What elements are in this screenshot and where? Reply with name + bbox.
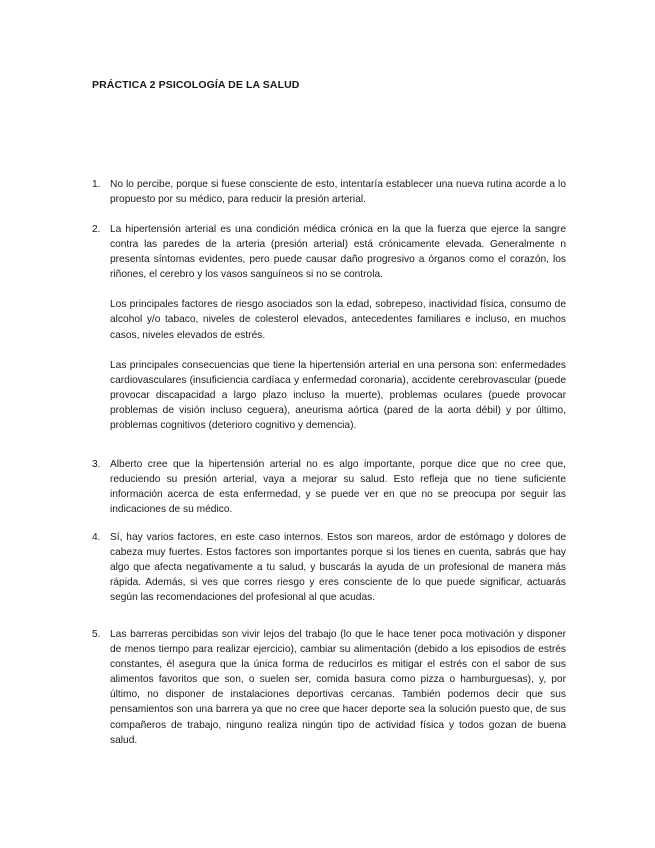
item-body [110, 530, 566, 605]
item-number: 4. [92, 532, 101, 543]
item-paragraph: Las principales consecuencias que tiene la hipertensión arterial en una persona son: enfermedades cardiovasculares (insuficiencia cardíaca y enfermedad coronaria), accidente cerebrovascular (puede provocar discapacidad a largo plazo incluso la muerte), problemas oculares (puede provocar problemas de visión incluso ceguera), aneurisma aórtica (pared de la aorta débil) y por último, problemas cognitivos (deterioro cognitivo y demencia). [110, 359, 566, 432]
document-title: PRÁCTICA 2 PSICOLOGÍA DE LA SALUD [92, 79, 300, 91]
item-number: 5. [92, 629, 101, 640]
answer-item-3 [92, 457, 566, 517]
item-body [110, 222, 566, 433]
item-number: 1. [92, 179, 101, 190]
item-paragraph: Alberto cree que la hipertensión arterial no es algo importante, porque dice que no cree que, reduciendo su presión arterial, vaya a mejorar su salud. Esto refleja que no tiene suficiente información acerca de esta enfermedad, y se puede ver en que no se preocupa por seguir las indicaciones de su médico. [110, 459, 566, 516]
answer-item-5 [92, 627, 566, 748]
answer-item-4 [92, 530, 566, 605]
item-paragraph: Los principales factores de riesgo asociados son la edad, sobrepeso, inactividad física, consumo de alcohol y/o tabaco, niveles de colesterol elevados, antecedentes familiares e incluso, en muchos casos, niveles elevados de estrés. [110, 299, 566, 341]
item-paragraph: La hipertensión arterial es una condición médica crónica en la que la fuerza que ejerce la sangre contra las paredes de la arteria (presión arterial) está crónicamente elevada. Generalmente n presenta síntomas evidentes, pero puede causar daño progresivo a órganos como el corazón, los riñones, el cerebro y los vasos sanguíneos si no se controla. [110, 224, 566, 281]
item-paragraph: No lo percibe, porque si fuese consciente de esto, intentaría establecer una nueva rutina acorde a lo propuesto por su médico, para reducir la presión arterial. [110, 179, 566, 206]
item-paragraph: Las barreras percibidas son vivir lejos del trabajo (lo que le hace tener poca motivación y disponer de menos tiempo para realizar ejercicio), cambiar su alimentación (debido a los episodios de estrés constantes, él asegura que la única forma de reducirlos es mitigar el estrés con el sabor de sus alimentos favoritos que son, o suelen ser, comida basura como pizza o hamburguesas), y, por último, no disponer de instalaciones deportivas cercanas. También podemos decir que sus pensamientos son una barrera ya que no cree que hacer deporte sea la solución puesto que, de sus compañeros de trabajo, ninguno realiza ningún tipo de actividad física y todos gozan de buena salud. [110, 629, 566, 746]
answer-item-2 [92, 222, 566, 433]
item-number: 3. [92, 459, 101, 470]
item-body [110, 177, 566, 207]
item-body [110, 457, 566, 517]
item-paragraph: Sí, hay varios factores, en este caso internos. Estos son mareos, ardor de estómago y dolores de cabeza muy fuertes. Estos factores son importantes porque si los tienes en cuenta, sabrás que hay algo que afecta negativamente a tu salud, y buscarás la ayuda de un profesional de manera más rápida. Además, si ves que corres riesgo y eres consciente de lo que puede significar, actuarás según las recomendaciones del profesional al que acudas. [110, 532, 566, 604]
item-body [110, 627, 566, 748]
item-number: 2. [92, 224, 101, 235]
answer-item-1 [92, 177, 566, 207]
